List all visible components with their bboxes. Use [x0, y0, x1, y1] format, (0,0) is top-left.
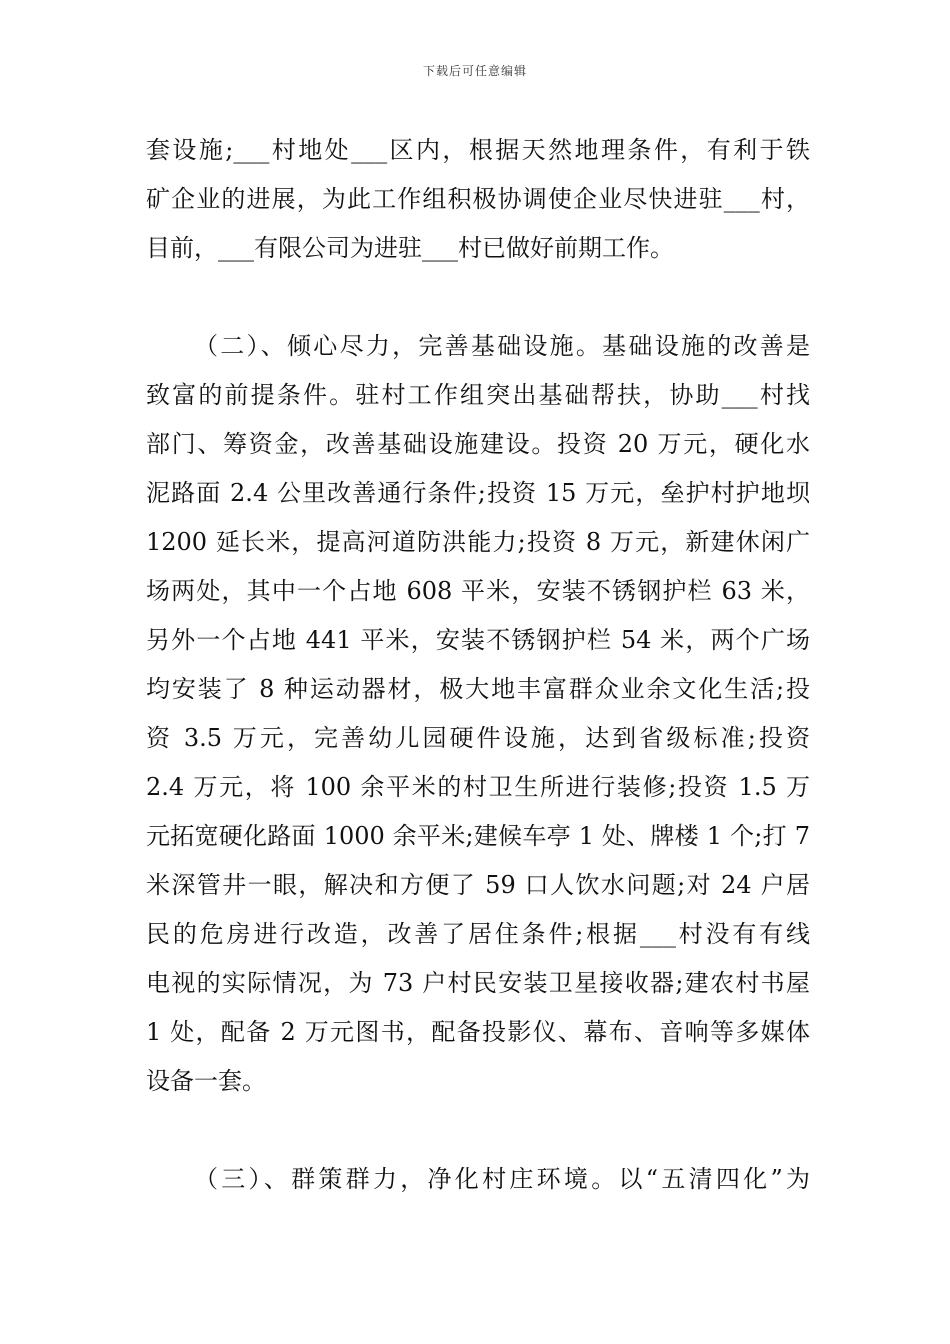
text-line: 泥路面 2.4 公里改善通行条件;投资 15 万元，垒护村护地坝: [146, 479, 810, 507]
document-body: [146, 126, 810, 1204]
text-line: 设备一套。: [146, 1067, 266, 1095]
text-line: 均安装了 8 种运动器材，极大地丰富群众业余文化生活;投: [146, 675, 810, 703]
text-line: 2.4 万元，将 100 余平米的村卫生所进行装修;投资 1.5 万: [146, 773, 810, 801]
text-line: （二）、倾心尽力，完善基础设施。基础设施的改善是: [194, 332, 810, 360]
text-line: 民的危房进行改造，改善了居住条件;根据___村没有有线: [146, 920, 810, 948]
paragraph-2: [146, 322, 810, 1106]
text-line: 致富的前提条件。驻村工作组突出基础帮扶，协助___村找: [146, 381, 810, 409]
text-line: 矿企业的进展，为此工作组积极协调使企业尽快进驻___村，: [146, 185, 810, 213]
text-line: 电视的实际情况，为 73 户村民安装卫星接收器;建农村书屋: [146, 969, 810, 997]
text-line: 资 3.5 万元，完善幼儿园硬件设施，达到省级标准;投资: [146, 724, 810, 752]
text-line: （三）、群策群力，净化村庄环境。以“五清四化”为: [194, 1165, 810, 1193]
text-line: 套设施;___村地处___区内，根据天然地理条件，有利于铁: [146, 136, 810, 164]
page-header: 下载后可任意编辑: [422, 64, 527, 78]
text-line: 1 处，配备 2 万元图书，配备投影仪、幕布、音响等多媒体: [146, 1018, 810, 1046]
text-line: 1200 延长米，提高河道防洪能力;投资 8 万元，新建休闲广: [146, 528, 810, 556]
text-line: 米深管井一眼，解决和方便了 59 口人饮水问题;对 24 户居: [146, 871, 810, 899]
text-line: 另外一个占地 441 平米，安装不锈钢护栏 54 米，两个广场: [146, 626, 810, 654]
paragraph-gap: [146, 1106, 810, 1155]
paragraph-gap: [146, 273, 810, 322]
text-line: 场两处，其中一个占地 608 平米，安装不锈钢护栏 63 米，: [146, 577, 810, 605]
paragraph-3: [146, 1155, 810, 1204]
paragraph-1: [146, 126, 810, 273]
text-line: 部门、筹资金，改善基础设施建设。投资 20 万元，硬化水: [146, 430, 810, 458]
text-line: 目前，___有限公司为进驻___村已做好前期工作。: [146, 234, 674, 262]
text-line: 元拓宽硬化路面 1000 余平米;建候车亭 1 处、牌楼 1 个;打 7: [146, 822, 810, 850]
